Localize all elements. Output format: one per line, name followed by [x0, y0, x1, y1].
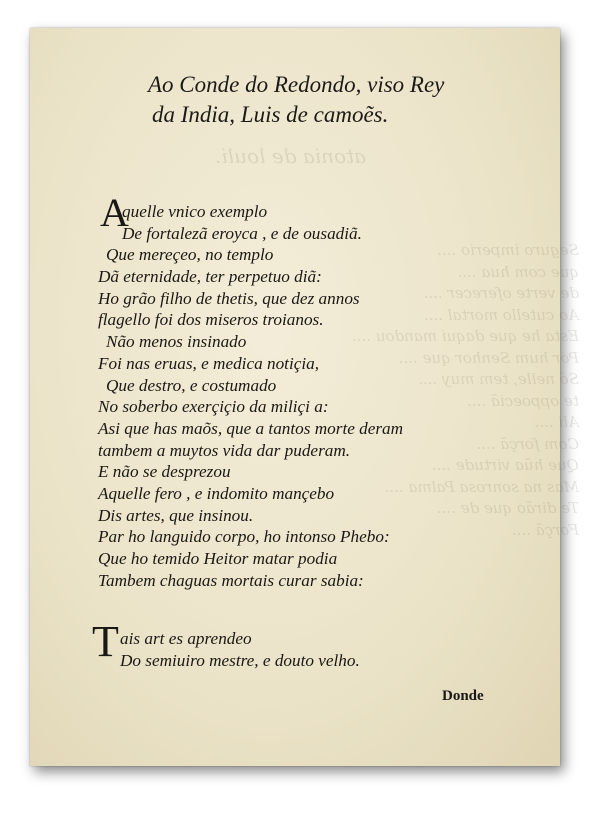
verse-line: Do semiuiro mestre, e douto velho. — [120, 650, 360, 670]
bleed-line: Que hũa virtude .... — [431, 456, 579, 474]
bleed-line: Seguro imperio .... — [437, 241, 579, 259]
bleed-line: te oppoeciã .... — [467, 391, 579, 410]
bleed-line: Só nelle, tem muy .... — [418, 370, 579, 388]
bleed-line: Mas na sonrosa Palma .... — [384, 477, 579, 496]
verse-line: Dis artes, que insinou. — [98, 505, 254, 525]
verse-line: Foi nas eruas, e medica notiçia, — [98, 353, 320, 373]
verse-line: ais art es aprendeo — [120, 629, 252, 648]
bleed-line: Com forçã .... — [476, 434, 579, 453]
verse-line: Aquelle fero , e indomito mançebo — [98, 483, 335, 503]
bleed-line: de verte oferecer .... — [423, 284, 579, 302]
verse-line: Que ho temido Heitor matar podia — [98, 549, 338, 568]
bleed-line: Ao cutello mortal .... — [423, 305, 579, 324]
stanza-1 — [98, 201, 403, 591]
title-line-1: Ao Conde do Redondo, viso Rey — [148, 72, 445, 97]
bleed-line: Por hum Senhor que .... — [398, 348, 579, 367]
verse-line: No soberbo exerçiçio da miliçi a: — [98, 397, 329, 417]
dropcap-a: A — [100, 190, 129, 235]
bleed-line: que com hua .... — [457, 262, 579, 281]
bleed-line: Ali .... — [534, 413, 579, 431]
stanza-2 — [98, 628, 360, 671]
verse-line: Não menos insinado — [106, 332, 247, 352]
verse-line: De fortalezã eroyca , e de ousadiã. — [122, 223, 362, 243]
dropcap-t: T — [92, 617, 119, 666]
verse-line: Que destro, e costumado — [106, 375, 277, 395]
verse-line: tambem a muytos vida dar puderam. — [98, 440, 351, 460]
verse-line: quelle vnico exemplo — [122, 202, 268, 221]
bleed-line: Forçã .... — [511, 520, 579, 539]
verse-line: flagello foi dos miseros troianos. — [98, 310, 324, 330]
bleed-line: Esta he que daqui mandou .... — [352, 327, 579, 345]
bleed-through-upper: atonia de louli. — [215, 144, 367, 168]
verse-line: Tambem chaguas mortais curar sabia: — [98, 570, 364, 590]
verse-line: E não se desprezou — [98, 462, 231, 482]
verse-line: Ho grão filho de thetis, que dez annos — [98, 288, 360, 308]
title-line-2: da India, Luis de camoẽs. — [152, 102, 389, 127]
verse-line: Que mereçeo, no templo — [106, 245, 274, 265]
catchword: Donde — [442, 688, 484, 704]
verse-line: Asi que has maõs, que a tantos morte deram — [98, 418, 404, 438]
verse-line: Dã eternidade, ter perpetuo diã: — [98, 267, 322, 287]
verse-line: Par ho languido corpo, ho intonso Phebo: — [98, 527, 390, 547]
bleed-line: Te dirão que de .... — [436, 499, 579, 517]
book-page — [30, 28, 579, 766]
